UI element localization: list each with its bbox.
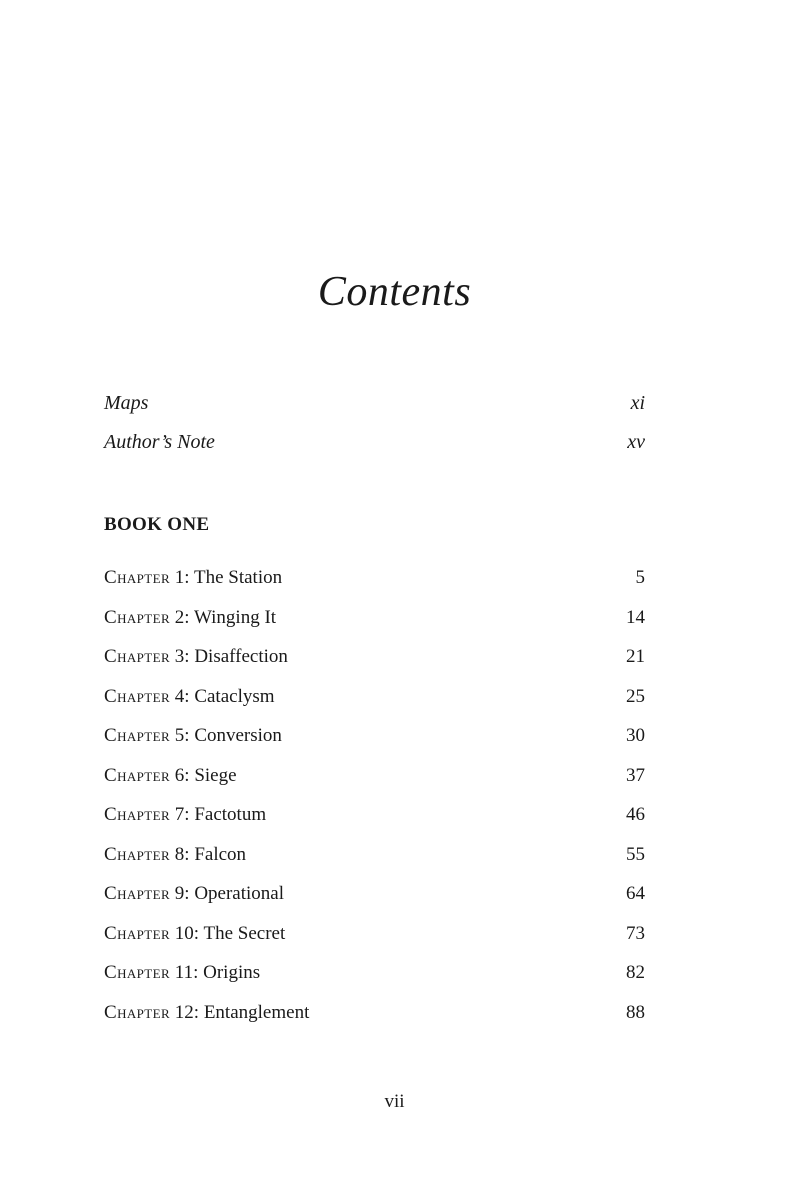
chapter-word: Chapter (104, 922, 171, 944)
chapter-title: 4: Cataclysm (174, 685, 275, 707)
chapter-entry (104, 880, 284, 908)
section-heading: BOOK ONE (104, 514, 210, 535)
chapter-title: 8: Falcon (174, 843, 247, 865)
chapter-word: Chapter (104, 804, 171, 825)
front-matter-label: Author’s Note (104, 431, 215, 453)
chapter-row[interactable] (104, 564, 645, 604)
chapter-row[interactable] (104, 920, 645, 960)
chapter-title: 1: The Station (174, 567, 283, 588)
chapter-row[interactable] (104, 959, 645, 999)
chapter-page: 46 (626, 804, 645, 825)
chapter-entry (104, 722, 282, 750)
chapter-word: Chapter (104, 962, 171, 983)
chapter-page: 37 (626, 764, 645, 786)
chapter-page: 88 (626, 1001, 645, 1023)
chapter-entry (104, 604, 276, 632)
chapter-row[interactable] (104, 841, 645, 881)
chapter-word: Chapter (104, 606, 171, 628)
chapter-entry (104, 841, 246, 869)
front-matter-row-maps[interactable] (104, 389, 645, 417)
chapter-page: 64 (626, 883, 645, 904)
chapter-page: 55 (626, 843, 645, 865)
chapter-page: 5 (635, 567, 645, 588)
chapter-word: Chapter (104, 843, 171, 865)
page-number: vii (384, 1091, 405, 1112)
front-matter-page: xv (627, 431, 645, 453)
chapter-title: 3: Disaffection (174, 646, 288, 667)
chapter-row[interactable] (104, 880, 645, 920)
chapter-entry (104, 643, 288, 671)
chapter-entry (104, 762, 237, 790)
front-matter-page: xi (630, 392, 645, 414)
chapter-title: 2: Winging It (174, 606, 277, 628)
chapter-entry (104, 959, 260, 987)
chapter-title: 12: Entanglement (174, 1001, 310, 1023)
chapter-word: Chapter (104, 1001, 171, 1023)
chapter-title: 11: Origins (174, 962, 261, 983)
chapter-entry (104, 564, 282, 592)
chapter-word: Chapter (104, 567, 171, 588)
chapter-entry (104, 801, 266, 829)
chapter-word: Chapter (104, 646, 171, 667)
chapter-title: 10: The Secret (174, 922, 286, 944)
chapter-entry (104, 999, 309, 1027)
chapter-row[interactable] (104, 683, 645, 723)
chapter-title: 6: Siege (174, 764, 237, 786)
chapter-page: 30 (626, 725, 645, 746)
chapter-entry (104, 683, 275, 711)
contents-title: Contents (317, 269, 472, 315)
chapter-page: 82 (626, 962, 645, 983)
chapter-row[interactable] (104, 801, 645, 841)
chapter-row[interactable] (104, 604, 645, 644)
chapter-word: Chapter (104, 883, 171, 904)
chapter-list (104, 564, 645, 1038)
chapter-word: Chapter (104, 685, 171, 707)
chapter-page: 21 (626, 646, 645, 667)
chapter-row[interactable] (104, 722, 645, 762)
front-matter-label: Maps (104, 392, 149, 414)
chapter-page: 25 (626, 685, 645, 707)
chapter-word: Chapter (104, 725, 171, 746)
front-matter-row-authors-note[interactable] (104, 428, 645, 456)
chapter-row[interactable] (104, 643, 645, 683)
chapter-title: 7: Factotum (174, 804, 267, 825)
chapter-row[interactable] (104, 762, 645, 802)
chapter-page: 73 (626, 922, 645, 944)
chapter-row[interactable] (104, 999, 645, 1039)
chapter-title: 5: Conversion (174, 725, 282, 746)
chapter-entry (104, 920, 285, 948)
chapter-title: 9: Operational (174, 883, 285, 904)
chapter-word: Chapter (104, 764, 171, 786)
chapter-page: 14 (626, 606, 645, 628)
